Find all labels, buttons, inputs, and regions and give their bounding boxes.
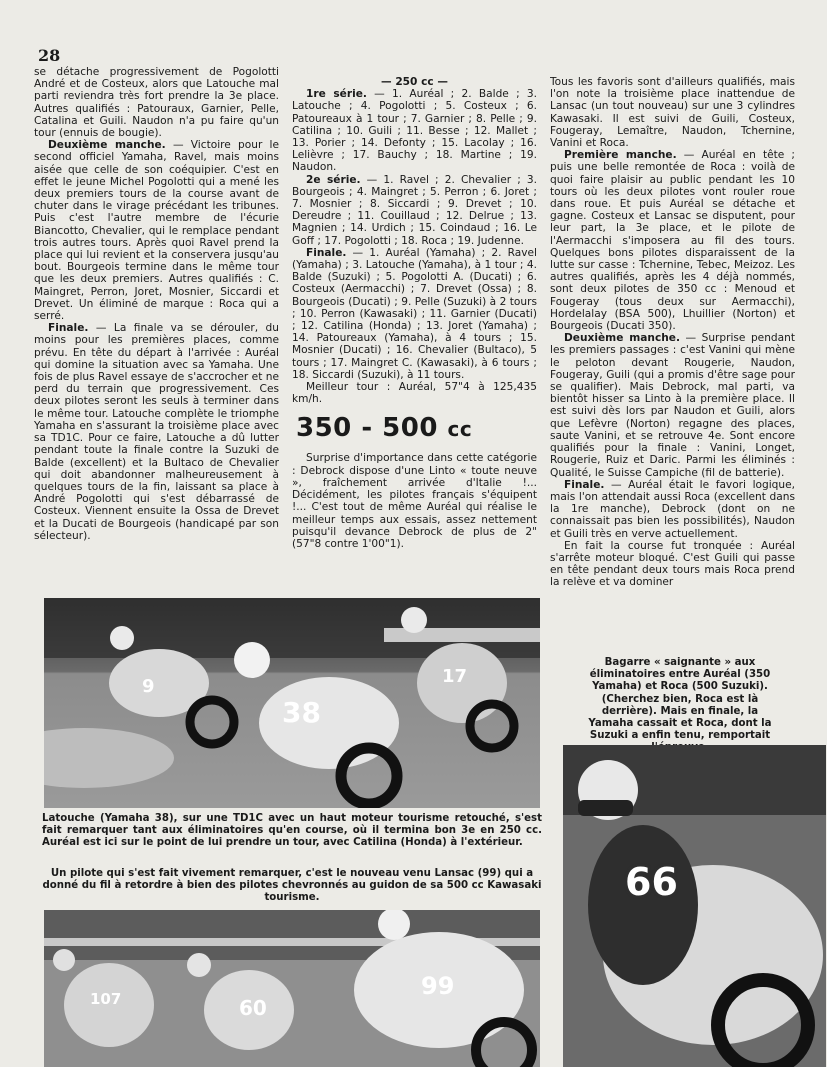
- category-heading-250: — 250 cc —: [381, 76, 448, 88]
- race-number-17: 17: [442, 666, 468, 687]
- results-finale: [292, 247, 537, 381]
- col3-paragraph-1: Tous les favoris sont d'ailleurs qualifiés, mais l'on note la troisième place inattendue de Lansac (un tout nouveau) sur une 3 cylindres Kawasaki. Il est suivi de Guili, Costeux, Fougeray, Lemaître, Naudon, Tchernine, Vanini et Roca.: [550, 76, 795, 150]
- race-number-66: 66: [625, 860, 678, 904]
- race-number-60: 60: [239, 996, 267, 1020]
- section-intro: Surprise d'importance dans cette catégorie : Debrock dispose d'une Linto « toute neuve », fraîchement arrivée d'Italie !... Décidément, les pilotes français s'équipent !... C'est tout de même Auréal qui réalise le meilleur temps aux essais, assez nettement puisqu'il devance Debrock de plus de 2" (57"8 contre 1'00"1).: [292, 452, 537, 550]
- col3-p2-text: — Auréal en tête ; puis une belle remontée de Roca : voilà de quoi faire plaisir au public pendant les 10 tours où les deux pilotes vont rouler roue dans roue. Et puis Auréal se détache et gagne. Costeux et Lansac se disputent, pour leur part, la 3e place, et le pilote de l'Aermacchi s'imposera au fil des tours. Quelques bons pilotes disparaissent de la lutte sur casse : Tchernine, Tebec, Meizoz. Les autres qualifiés, après les 4 déjà nommés, sont deux pilotes de 350 cc : Menoud et Fougeray (tous deux sur Aermacchi), Hordelalay (BSA 500), Lhuillier (Norton) et Bourgeois (Ducati 350).: [550, 149, 795, 333]
- col1-paragraph-2: [34, 139, 279, 322]
- col3-p3-heading: Deuxième manche.: [564, 332, 680, 345]
- col3-p3-text: — Surprise pendant les premiers passages : c'est Vanini qui mène le peloton devant Rougerie, Naudon, Fougeray, Guili (qui a promis d'être sage pour se qualifier). Mais Debrock, mal parti, va bientôt hisser sa Linto à la première place. Il est suivi dès lors par Naudon et Guili, alors que Lefèvre (Norton) regagne des places, saute Vanini, et se retrouve 4e. Sont encore qualifiés pour la finale : Vanini, Longet, Rougerie, Ruiz et Daric. Parmi les éliminés : Qualité, le Suisse Campiche (fil de batterie).: [550, 332, 795, 479]
- caption-bottom-photo: Un pilote qui s'est fait vivement remarquer, c'est le nouveau venu Lansac (99) qui a donné du fil à retordre à bien des pilotes chevronnés au guidon de sa 500 cc Kawasaki tourisme.: [42, 868, 542, 904]
- section-heading-unit: cc: [447, 417, 473, 442]
- article-column-1: [34, 66, 279, 586]
- col3-p4-heading: Finale.: [564, 478, 605, 491]
- photo-race-right: [563, 745, 826, 1067]
- best-lap: Meilleur tour : Auréal, 57"4 à 125,435 km/h.: [292, 381, 537, 406]
- serie-2-text: — 1. Ravel ; 2. Chevalier ; 3. Bourgeois ; 4. Maingret ; 5. Perron ; 6. Joret ; 7. Mosnier ; 8. Siccardi ; 9. Drevet ; 10. Dereudre ; 11. Couillaud ; 12. Delrue ; 13. Magnien ; 14. Urdich ; 15. Coindaud ; 16. Le Goff ; 17. Pogolotti ; 18. Roca ; 19. Judenne.: [292, 173, 537, 247]
- col1-p3-heading: Finale.: [48, 322, 89, 335]
- caption-right-photo: Bagarre « saignante » aux éliminatoires entre Auréal (350 Yamaha) et Roca (500 Suzuki). (Cherchez bien, Roca est là derrière). Mais en finale, la Yamaha cassait et Roca, dont la Suzuki a enfin tenu, remportait: [588, 657, 772, 742]
- col1-p2-text: — Victoire pour le second officiel Yamaha, Ravel, mais moins aisée que celle de son coéquipier. C'est en effet le jeune Michel Pogolotti qui a mené les deux premiers tours de la course avant de chuter dans le virage précédant les tribunes. Puis c'est l'autre membre de l'écurie Biancotto, Chevalier, qui le remplace pendant trois autres tours. Après quoi Ravel prend la place qui lui revient et la conservera jusqu'au bout. Bourgeois termine dans le même tour que les deux premiers. Autres qualifiés : C. Maingret, Perron, Joret, Mosnier, Siccardi et Drevet. Un éliminé de marque : Roca qui a serré.: [34, 139, 279, 323]
- col3-paragraph-2: [550, 149, 795, 332]
- photo-race-top: [44, 598, 540, 808]
- col1-paragraph-3: [34, 322, 279, 542]
- article-column-2: [292, 76, 537, 591]
- results-serie-1: [292, 88, 537, 173]
- col3-paragraph-4: [550, 479, 795, 540]
- serie-1-heading: 1re série.: [306, 88, 367, 101]
- race-number-99: 99: [421, 972, 455, 1000]
- page-number: 28: [38, 46, 61, 65]
- race-number-107: 107: [90, 990, 122, 1008]
- col1-p3-text: — La finale va se dérouler, du moins pour les premières places, comme prévu. En tête du départ à l'arrivée : Auréal qui domine la situation avec sa Yamaha. Une fois de plus Ravel essaye de s'accrocher et ne perd du terrain que progressivement. Ces deux pilotes seront les seuls à terminer dans le même tour. Latouche complète le triomphe Yamaha en s'assurant la troisième place avec sa TD1C. Pour ce faire, Latouche a dû lutter pendant toute la finale contre la Suzuki de Balde (excellent) et la Bultaco de Chevalier qui doit abandonner malheureusement à quelques tours de la fin, laissant sa place à André Pogolotti qui s'est débarrassé de Costeux. Viennent ensuite la Ossa de Drevet et la Ducati de Bourgeois (handicapé par son sélecteur).: [34, 322, 279, 542]
- race-number-9: 9: [142, 676, 155, 697]
- serie-2-heading: 2e série.: [306, 173, 361, 186]
- col3-paragraph-5: En fait la course fut tronquée : Auréal s'arrête moteur bloqué. C'est Guili qui passe en tête pendant deux tours mais Roca prend la relève et va dominer: [550, 539, 795, 589]
- section-heading-number: 350 - 500: [296, 413, 438, 444]
- finale-text: — 1. Auréal (Yamaha) ; 2. Ravel (Yamaha) ; 3. Latouche (Yamaha), à 1 tour ; 4. Balde (Suzuki) ; 5. Pogolotti A. (Ducati) ; 6. Costeux (Aermacchi) ; 7. Drevet (Ossa) ; 8. Bourgeois (Ducati) ; 9. Pelle (Suzuki) à 2 tours ; 10. Perron (Kawasaki) ; 11. Garnier (Ducati) ; 12. Catilina (Honda) ; 13. Joret (Yamaha) ; 14. Patoureaux (Yamaha), à 4 tours ; 15. Mosnier (Ducati) ; 16. Chevalier (Bultaco), 5 tours ; 17. Maingret C. (Kawasaki), à 6 tours ; 18. Siccardi (Suzuki), à 11 tours.: [292, 246, 537, 381]
- col3-p4-text: — Auréal était le favori logique, mais l'on attendait aussi Roca (excellent dans la 1re manche), Debrock (dont on ne connaissait pas bien les possibilités), Naudon et Guili très en verve actuellement.: [550, 478, 795, 540]
- race-number-38: 38: [282, 696, 321, 729]
- col1-paragraph-1: se détache progressivement de Pogolotti André et de Costeux, alors que Latouche mal parti reviendra très fort prendre la 3e place. Autres qualifiés : Patouraux, Garnier, Pelle, Catalina et Guili. Naudon n'a pu faire qu'un tour (ennuis de bougie).: [34, 66, 279, 140]
- serie-1-text: — 1. Auréal ; 2. Balde ; 3. Latouche ; 4. Pogolotti ; 5. Costeux ; 6. Patoureaux à 1 tour ; 7. Garnier ; 8. Pelle ; 9. Catilina ; 10. Guili ; 11. Besse ; 12. Mallet ; 13. Porier ; 14. Defonty ; 15. Lacolay ; 16. Lelièvre ; 17. Bauchy ; 18. Martine ; 19. Naudon.: [292, 88, 537, 174]
- col3-paragraph-3: [550, 332, 795, 478]
- photo-race-bottom: [44, 910, 540, 1067]
- results-serie-2: [292, 174, 537, 247]
- caption-top-photo: Latouche (Yamaha 38), sur une TD1C avec un haut moteur tourisme retouché, s'est fait remarquer tant aux éliminatoires qu'en course, où il termina bon 3e en 250 cc. Auréal est ici sur le point de lui prendre un tour, avec Catilina (Honda) à l'extérieur.: [42, 813, 542, 849]
- article-column-3: [550, 76, 795, 626]
- section-heading-350-500: [296, 411, 537, 446]
- finale-heading: Finale.: [306, 246, 347, 259]
- col3-p2-heading: Première manche.: [564, 149, 677, 162]
- col1-p2-heading: Deuxième manche.: [48, 139, 166, 152]
